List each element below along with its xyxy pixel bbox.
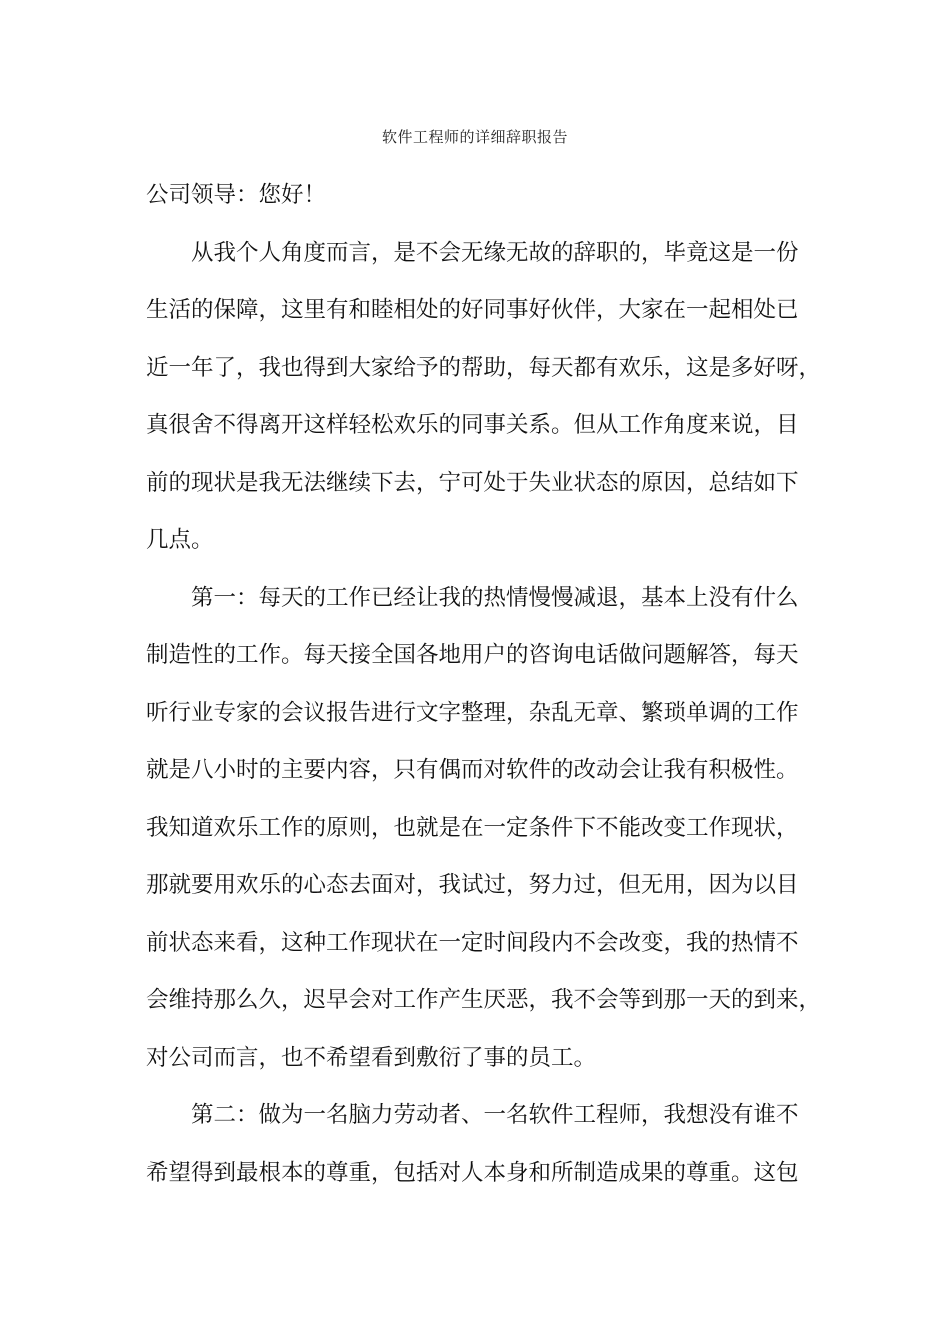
- document-body: [146, 173, 822, 1208]
- text-line: 我知道欢乐工作的原则，也就是在一定条件下不能改变工作现状，: [146, 814, 799, 841]
- text-line: 第二：做为一名脑力劳动者、一名软件工程师，我想没有谁不: [191, 1102, 799, 1128]
- greeting-line: 公司领导：您好！: [146, 182, 327, 208]
- text-line: 近一年了，我也得到大家给予的帮助，每天都有欢乐，这是多好呀，: [146, 354, 822, 381]
- text-line: 听行业专家的会议报告进行文字整理，杂乱无章、繁琐单调的工作: [146, 699, 799, 726]
- text-line: 生活的保障，这里有和睦相处的好同事好伙伴，大家在一起相处已: [146, 297, 799, 323]
- text-line: 几点。: [146, 527, 214, 553]
- text-line: 真很舍不得离开这样轻松欢乐的同事关系。但从工作角度来说，目: [146, 412, 799, 438]
- text-line: 就是八小时的主要内容，只有偶而对软件的改动会让我有积极性。: [146, 757, 799, 783]
- text-line: 那就要用欢乐的心态去面对，我试过，努力过，但无用，因为以目: [146, 872, 799, 898]
- text-line: 会维持那么久，迟早会对工作产生厌恶，我不会等到那一天的到来，: [146, 987, 822, 1013]
- document-title: 软件工程师的详细辞职报告: [381, 128, 568, 146]
- text-line: 前状态来看，这种工作现状在一定时间段内不会改变，我的热情不: [146, 929, 799, 956]
- text-line: 前的现状是我无法继续下去，宁可处于失业状态的原因，总结如下: [146, 469, 799, 496]
- text-line: 希望得到最根本的尊重，包括对人本身和所制造成果的尊重。这包: [146, 1159, 799, 1186]
- text-line: 第一：每天的工作已经让我的热情慢慢减退，基本上没有什么: [191, 584, 799, 611]
- text-line: 从我个人角度而言，是不会无缘无故的辞职的，毕竟这是一份: [191, 239, 799, 266]
- text-line: 制造性的工作。每天接全国各地用户的咨询电话做问题解答，每天: [146, 642, 799, 668]
- text-line: 对公司而言，也不希望看到敷衍了事的员工。: [146, 1044, 597, 1071]
